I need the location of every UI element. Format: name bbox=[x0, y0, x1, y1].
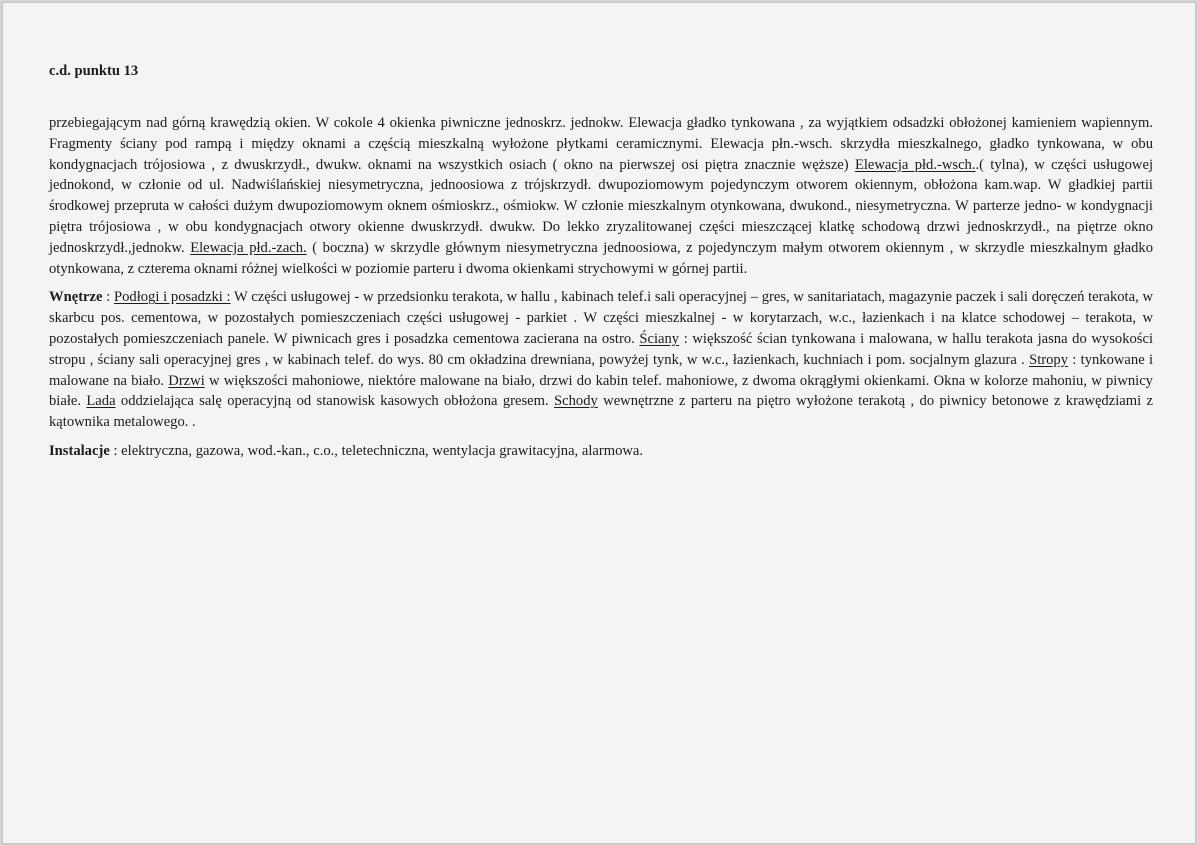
page-heading: c.d. punktu 13 bbox=[49, 63, 139, 79]
underlined-term-stairs: Schody bbox=[554, 393, 598, 410]
text-run: .( tylna), w części usługowej jednokond, w członie od ul. Nadwiślańskiej niesymetryczna, jednoosiowa z trójskrzydł. dwupoziomowym pojedynczym otworem okiennym, obłożona kam.wap. W gładkiej partii środkowej przepruta w całości dużym dwupoziomowym oknem ośmioskrz., ośmiokw. W członie mieszkalnym otynkowana, dwukond., niesymetryczna. W parterze jedno- w kondygnacji piętra trójosiowa , w obu kondygnacjach otwory okienne dwuskrzydł. dwukw. Do lekko zryzalitowanej części mieszczącej klatkę schodową drzwi jednoskrzydł., na piętrze okno jednoskrzydł.,jednokw. bbox=[49, 156, 1154, 256]
text-run: : elektryczna, gazowa, wod.-kan., c.o., teletechniczna, wentylacja grawitacyjna, alarmowa. bbox=[109, 442, 644, 459]
text-run: W części usługowej - w przedsionku terakota, w hallu , kabinach telef.i sali operacyjnej – gres, w sanitariatach, magazynie paczek i sali doręczeń terakota, w skarbcu pos. cementowa, w pozostałych pomieszczeniach części usługowej - parkiet . W części mieszkalnej - w korytarzach, w.c., łazienkach i na klatce schodowej – terakota, w pozostałych pomieszczeniach panele. W piwnicach gres i posadzka cementowa zacierana na ostro. bbox=[49, 289, 1153, 347]
section-label-interior: Wnętrze bbox=[49, 289, 103, 306]
text-run: oddzielająca salę operacyjną od stanowisk kasowych obłożona gresem. bbox=[115, 393, 555, 410]
text-run: wewnętrzne z parteru na piętro wyłożone terakotą , do piwnicy betonowe z krawędziami z kątownika metalowego. . bbox=[49, 393, 1153, 431]
underlined-term-doors: Drzwi bbox=[168, 372, 205, 389]
paragraph-facades bbox=[49, 113, 1153, 279]
text-run: ( boczna) w skrzydle głównym niesymetryczna jednoosiowa, z pojedynczym małym otworem okiennym , w skrzydle mieszkalnym gładko otynkowana, z czterema oknami różnej wielkości w poziomie parteru i dwoma okienkami strychowymi w górnej partii. bbox=[49, 239, 1154, 277]
underlined-term-ceilings: Stropy bbox=[1029, 351, 1069, 368]
text-run: : większość ścian tynkowana i malowana, w hallu terakota jasna do wysokości stropu , ściany sali operacyjnej gres , w kabinach telef. do wys. 80 cm okładzina drewniana, powyżej tynk, w w.c., łazienkach, kuchniach i pom. socjalnym glazura . bbox=[49, 330, 1153, 368]
document-body bbox=[49, 63, 1153, 470]
text-run: : bbox=[102, 289, 114, 306]
underlined-term-walls: Ściany bbox=[639, 330, 680, 347]
underlined-term-southwest-facade: Elewacja płd.-zach. bbox=[190, 239, 307, 256]
underlined-term-counter: Lada bbox=[86, 393, 116, 410]
section-label-installations: Instalacje bbox=[49, 442, 110, 459]
paragraph-installations bbox=[49, 441, 1153, 462]
text-run: : tynkowane i malowane na biało. bbox=[49, 351, 1154, 389]
underlined-term-southeast-facade: Elewacja płd.-wsch. bbox=[854, 156, 976, 173]
paragraph-interior bbox=[49, 287, 1153, 433]
underlined-term-floors: Podłogi i posadzki : bbox=[114, 289, 231, 306]
text-run: przebiegającym nad górną krawędzią okien. W cokole 4 okienka piwniczne jednoskrz. jednokw. Elewacja gładko tynkowana , za wyjątkiem odsadzki obłożonej kamieniem wapiennym. Fragmenty ściany pod rampą i między oknami a częścią mieszkalną wyłożone płytkami ceramicznymi. Elewacja płn.-wsch. skrzydła mieszkalnego, gładko tynkowana, w obu kondygnacjach trójosiowa , z dwuskrzydł., dwukw. oknami na wszystkich osiach ( okno na pierwszej osi piętra znacznie węższe) bbox=[49, 115, 1153, 173]
document-page bbox=[2, 2, 1196, 844]
text-run: w większości mahoniowe, niektóre malowane na biało, drzwi do kabin telef. mahoniowe, z dwoma okrągłymi okienkami. Okna w kolorze mahoniu, w piwnicy białe. bbox=[49, 372, 1153, 410]
